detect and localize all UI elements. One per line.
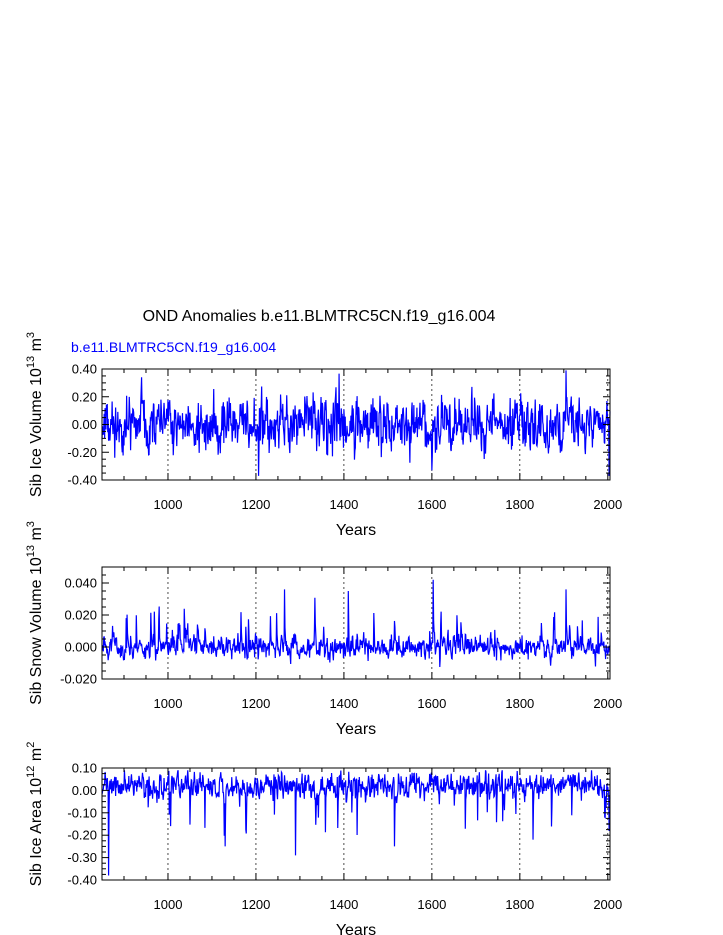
y-axis-label: Sib Snow Volume $10^{13}$ $m^3$ — [25, 521, 45, 705]
x-tick-label: 1200 — [241, 897, 271, 912]
series-line — [102, 580, 610, 667]
x-tick-label: 2000 — [593, 897, 623, 912]
panel-sib-snow-volume — [25, 521, 622, 738]
y-tick-label: -0.40 — [67, 472, 97, 488]
x-tick-label: 1400 — [329, 897, 359, 912]
x-tick-label: 1200 — [241, 696, 271, 711]
y-axis-label: Sib Ice Volume $10^{13}$ $m^3$ — [25, 331, 45, 498]
y-tick-label: 0.000 — [64, 639, 97, 655]
series-label: b.e11.BLMTRC5CN.f19_g16.004 — [71, 339, 277, 355]
x-tick-label: 1800 — [505, 897, 535, 912]
x-tick-label: 1600 — [417, 897, 447, 912]
y-tick-label: -0.10 — [67, 805, 97, 821]
x-tick-label: 1000 — [153, 696, 183, 711]
x-tick-label: 1000 — [153, 497, 183, 512]
y-tick-label: 0.40 — [71, 361, 97, 377]
y-tick-label: -0.40 — [67, 872, 97, 888]
x-tick-label: 1000 — [153, 897, 183, 912]
y-axis-label: Sib Ice Area $10^{12}$ $m^2$ — [25, 741, 45, 887]
x-tick-label: 1800 — [505, 696, 535, 711]
panel-sib-ice-volume — [25, 332, 622, 539]
x-axis-label: Years — [335, 522, 377, 539]
y-tick-label: 0.20 — [71, 389, 97, 405]
x-tick-label: 2000 — [593, 497, 623, 512]
y-tick-label: -0.30 — [67, 850, 97, 866]
x-tick-label: 1800 — [505, 497, 535, 512]
y-tick-label: 0.00 — [71, 417, 97, 432]
x-axis-label: Years — [335, 721, 377, 738]
series-line — [102, 770, 610, 875]
x-axis-label: Years — [335, 922, 377, 935]
x-tick-label: 1400 — [329, 497, 359, 512]
figure-title: OND Anomalies b.e11.BLMTRC5CN.f19_g16.004 — [142, 308, 496, 325]
y-tick-label: -0.20 — [67, 827, 97, 843]
x-tick-label: 2000 — [593, 696, 623, 711]
y-tick-label: 0.040 — [64, 575, 97, 591]
y-tick-label: 0.10 — [71, 760, 97, 776]
y-tick-label: -0.20 — [67, 444, 97, 460]
y-tick-label: 0.00 — [71, 782, 97, 798]
x-tick-label: 1200 — [241, 497, 271, 512]
plot-frame — [102, 567, 610, 679]
series-line — [102, 370, 610, 475]
x-tick-label: 1600 — [417, 497, 447, 512]
y-tick-label: 0.020 — [64, 607, 97, 623]
x-tick-label: 1600 — [417, 696, 447, 711]
y-tick-label: -0.020 — [60, 671, 97, 687]
panel-sib-ice-area — [25, 742, 622, 935]
x-tick-label: 1400 — [329, 696, 359, 711]
